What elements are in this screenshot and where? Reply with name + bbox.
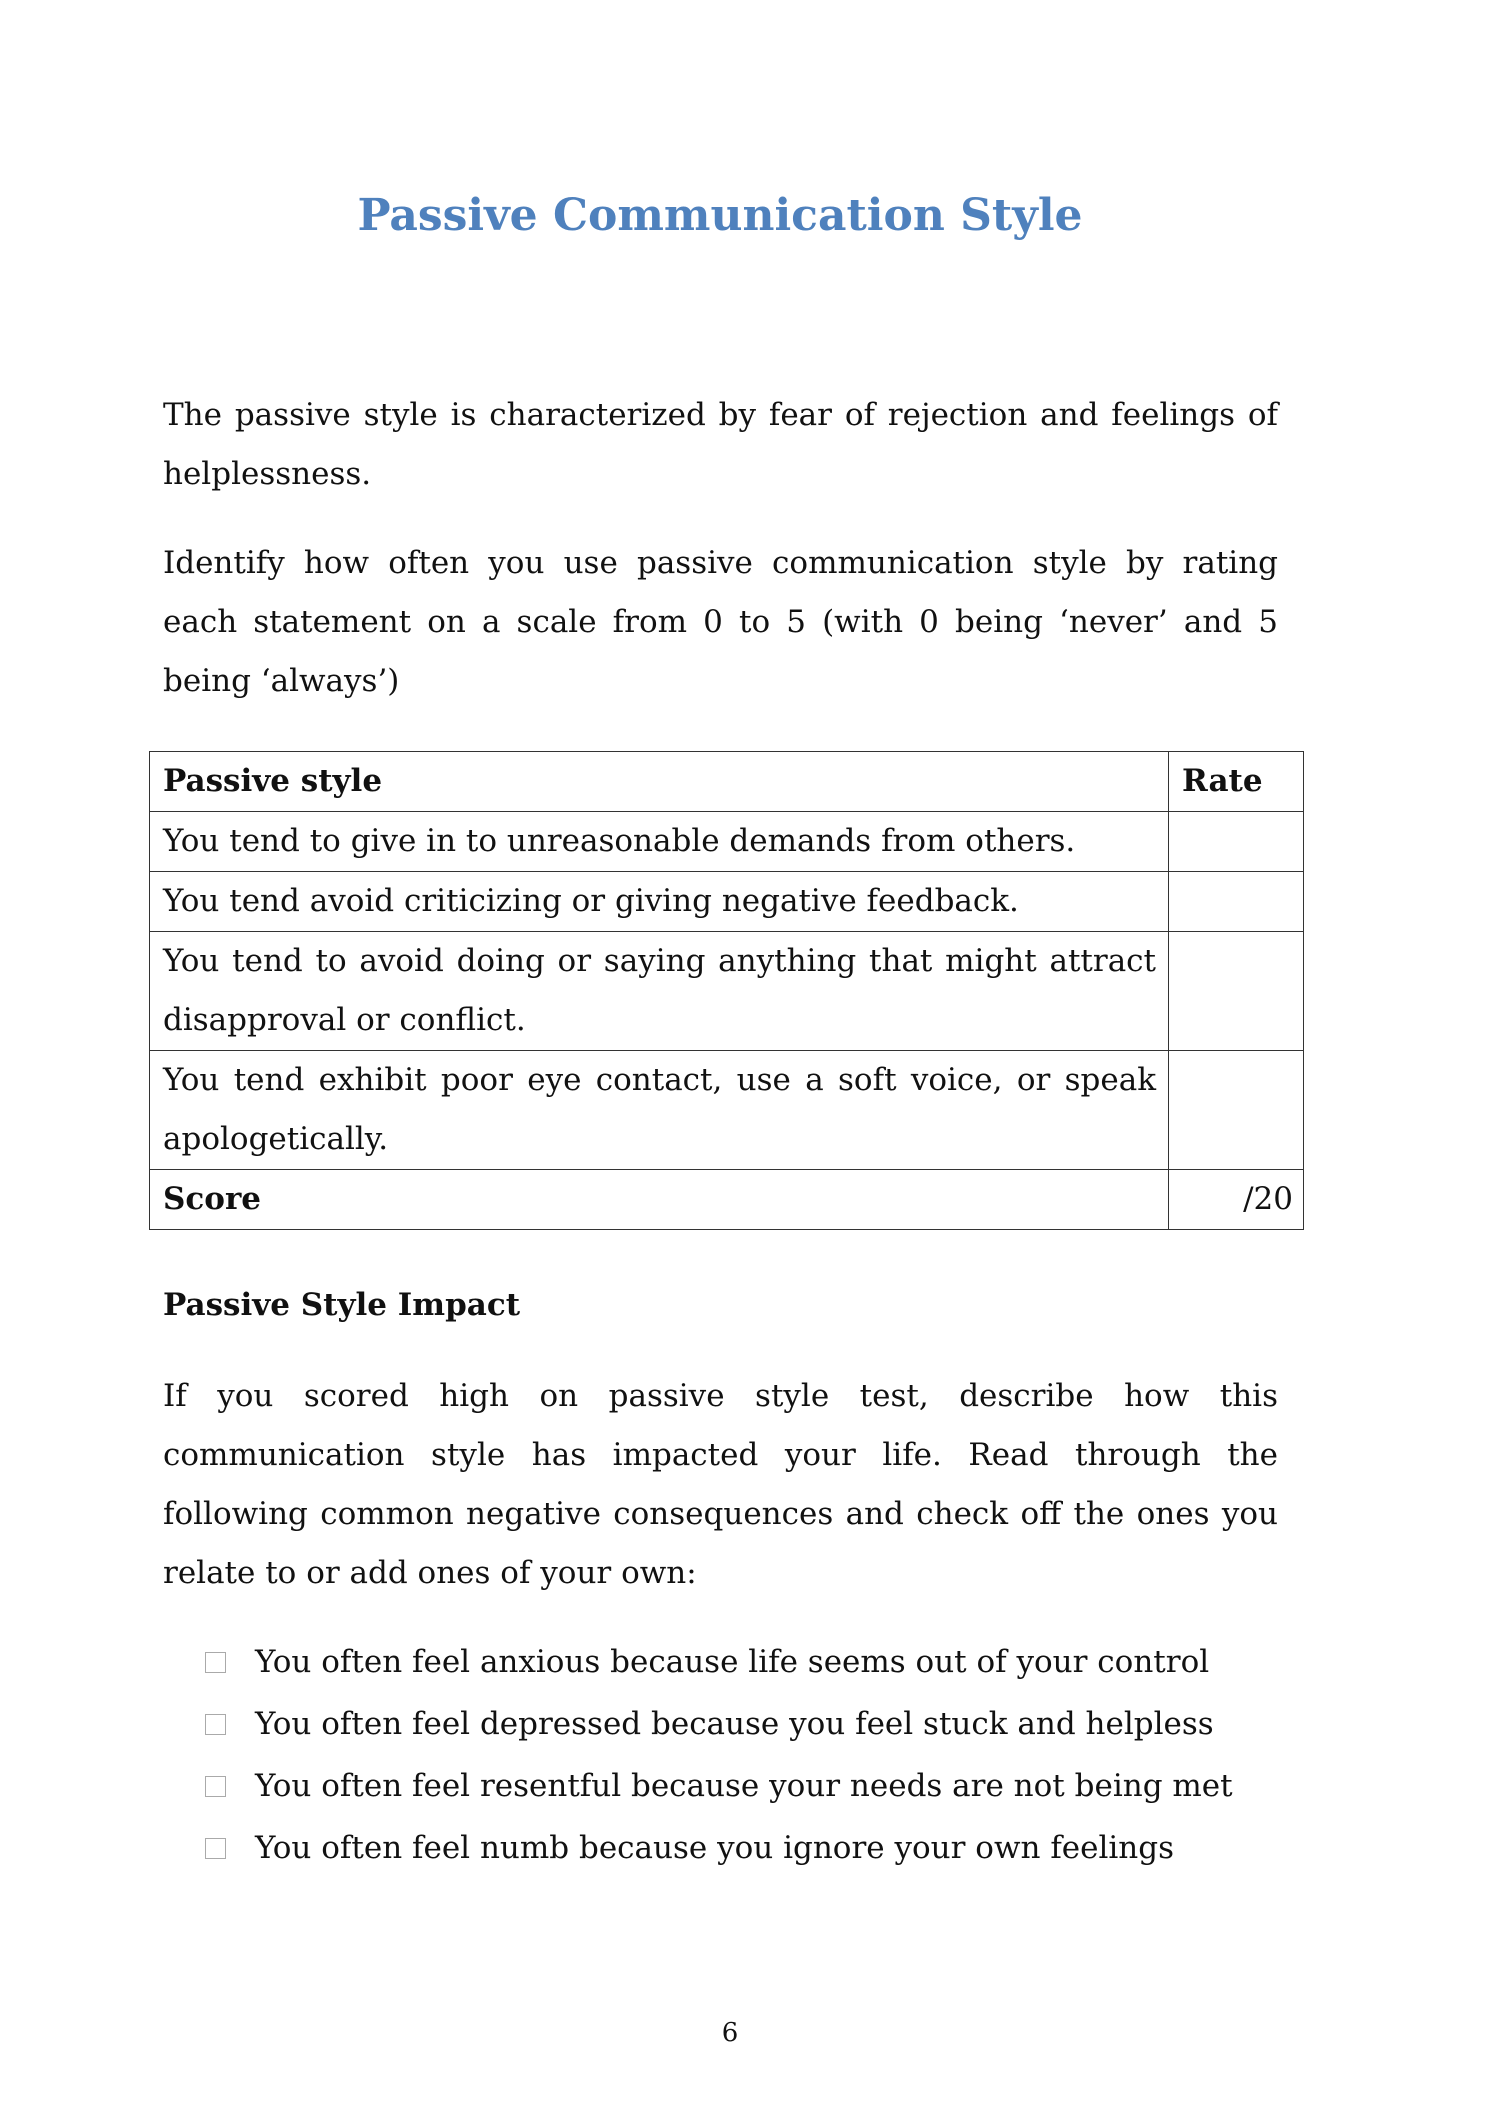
consequences-checklist <box>205 1631 1233 1879</box>
checklist-item <box>205 1817 1233 1879</box>
rate-cell[interactable] <box>1169 932 1304 1051</box>
table-row <box>150 1051 1304 1170</box>
checkbox[interactable] <box>205 1714 226 1735</box>
page-title: Passive Communication Style <box>357 190 1083 241</box>
impact-description: If you scored high on passive style test, describe how this communication style has impacted your life. Read through the following common negative consequences and check off the ones you relate to or add ones of your own: <box>163 1378 1278 1591</box>
checklist-item <box>205 1631 1233 1693</box>
checklist-item-label: You often feel depressed because you feel stuck and helpless <box>255 1706 1214 1742</box>
table-header-row <box>150 752 1304 812</box>
header-rate: Rate <box>1169 752 1304 812</box>
table-row <box>150 932 1304 1051</box>
score-row <box>150 1170 1304 1230</box>
checklist-item <box>205 1755 1233 1817</box>
checklist-item-label: You often feel numb because you ignore your own feelings <box>255 1830 1175 1866</box>
statement-cell: You tend to avoid doing or saying anything that might attract disapproval or conflict. <box>150 932 1169 1051</box>
rate-cell[interactable] <box>1169 1051 1304 1170</box>
intro-paragraph: The passive style is characterized by fear of rejection and feelings of helplessness. <box>163 397 1278 492</box>
statement-cell: You tend exhibit poor eye contact, use a soft voice, or speak apologetically. <box>150 1051 1169 1170</box>
checkbox[interactable] <box>205 1776 226 1797</box>
checkbox[interactable] <box>205 1652 226 1673</box>
checklist-item-label: You often feel resentful because your needs are not being met <box>255 1768 1233 1804</box>
checklist-item <box>205 1693 1233 1755</box>
header-statement: Passive style <box>150 752 1169 812</box>
table-row <box>150 872 1304 932</box>
checkbox[interactable] <box>205 1838 226 1859</box>
score-max: /20 <box>1169 1170 1304 1230</box>
rate-cell[interactable] <box>1169 812 1304 872</box>
instructions-paragraph: Identify how often you use passive communication style by rating each statement on a scale from 0 to 5 (with 0 being ‘never’ and 5 being ‘always’) <box>163 545 1278 699</box>
statement-cell: You tend avoid criticizing or giving negative feedback. <box>150 872 1169 932</box>
page-number: 6 <box>721 2018 739 2048</box>
passive-style-rating-table <box>149 751 1304 1230</box>
table-row <box>150 812 1304 872</box>
checklist-item-label: You often feel anxious because life seems out of your control <box>255 1644 1210 1680</box>
statement-cell: You tend to give in to unreasonable demands from others. <box>150 812 1169 872</box>
score-label: Score <box>150 1170 1169 1230</box>
rate-cell[interactable] <box>1169 872 1304 932</box>
impact-heading: Passive Style Impact <box>163 1287 521 1323</box>
